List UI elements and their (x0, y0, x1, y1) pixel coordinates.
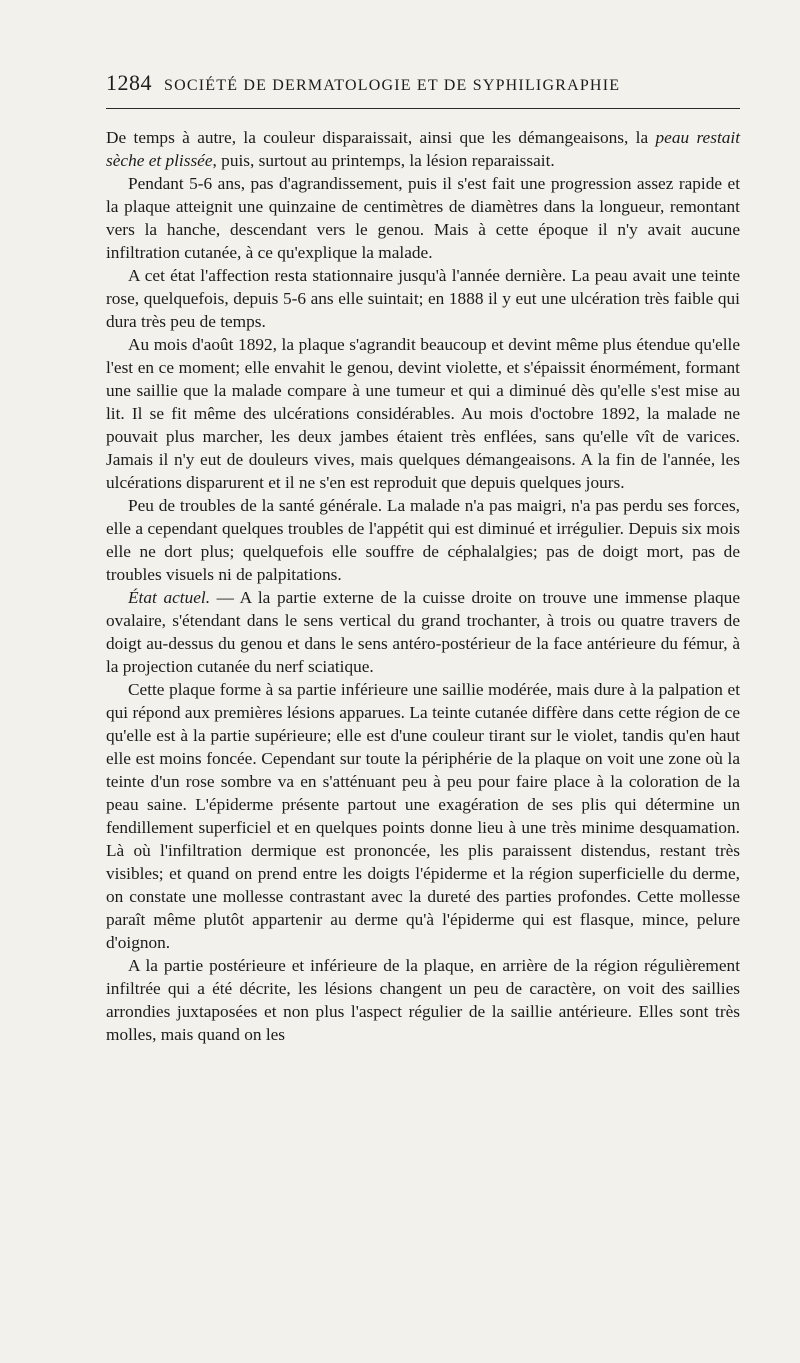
paragraph-1-text: De temps à autre, la couleur disparaissait, ainsi que les démangeaisons, la (106, 128, 656, 147)
header-rule (106, 108, 740, 109)
paragraph-2: Pendant 5-6 ans, pas d'agrandissement, puis il s'est fait une progression assez rapide et la plaque atteignit une quinzaine de centimètres de diamètres dans la longueur, remontant vers la hanche, descendant vers le genou. Mais à cette époque il n'y avait aucune infiltration cutanée, à ce qu'explique la malade. (106, 174, 740, 262)
paragraph-8: A la partie postérieure et inférieure de la plaque, en arrière de la région régulièrement infiltrée qui a été décrite, les lésions changent un peu de caractère, on voit des saillies arrondies juxtaposées et non plus l'aspect régulier de la saillie antérieure. Elles sont très molles, mais quand on les (106, 956, 740, 1044)
paragraph-6-text: — A la partie externe de la cuisse droite on trouve une immense plaque ovalaire, s'étendant dans le sens vertical du grand trochanter, à trois ou quatre travers de doigt au-dessus du genou et dans le sens antéro-postérieur de la face antérieure du fémur, à la projection cutanée du nerf sciatique. (106, 588, 740, 676)
paragraph-4: Au mois d'août 1892, la plaque s'agrandit beaucoup et devint même plus étendue qu'elle l'est en ce moment; elle envahit le genou, devint violette, et s'épaissit énormément, formant une saillie que la malade compare à une tumeur et qui a diminué dès qu'elle s'est mise au lit. Il se fit même des ulcérations considérables. Au mois d'octobre 1892, la malade ne pouvait plus marcher, les deux jambes étaient très enflées, sans qu'elle vît de varices. Jamais il n'y eut de douleurs vives, mais quelques démangeaisons. A la fin de l'année, les ulcérations disparurent et il ne s'en est reproduit que depuis quelques jours. (106, 335, 740, 492)
running-header (106, 70, 740, 96)
body-text (106, 126, 740, 1046)
paragraph-3: A cet état l'affection resta stationnaire jusqu'à l'année dernière. La peau avait une teinte rose, quelquefois, depuis 5-6 ans elle suintait; en 1888 il y eut une ulcération très faible qui dura très peu de temps. (106, 266, 740, 331)
paragraph-1-italic: peau restait sèche et plissée (106, 128, 740, 170)
paragraph-5: Peu de troubles de la santé générale. La malade n'a pas maigri, n'a pas perdu ses forces, elle a cependant quelques troubles de l'appétit qui est diminué et irrégulier. Depuis six mois elle ne dort plus; quelquefois elle souffre de céphalalgies; pas de doigt mort, pas de troubles visuels ni de palpitations. (106, 496, 740, 584)
paragraph-7: Cette plaque forme à sa partie inférieure une saillie modérée, mais dure à la palpation et qui répond aux premières lésions apparues. La teinte cutanée diffère dans cette région de ce qu'elle est à la partie supérieure; elle est d'une couleur tirant sur le violet, tandis qu'en haut elle est moins foncée. Cependant sur toute la périphérie de la plaque on voit une zone où la teinte d'un rose sombre va en s'atténuant peu à peu pour faire place à la coloration de la peau saine. L'épiderme présente partout une exagération de ses plis qui détermine un fendillement superficiel et en quelques points donne lieu à une très minime desquamation. Là où l'infiltration dermique est prononcée, les plis paraissent distendus, restant très visibles; et quand on prend entre les doigts l'épiderme et la région superficielle du derme, on constate une mollesse contrastant avec la dureté des parties profondes. Cette mollesse paraît même plutôt appartenir au derme qu'à l'épiderme qui est flasque, mince, pelure d'oignon. (106, 680, 740, 952)
paragraph-6 (106, 586, 740, 678)
section-heading-etat-actuel: État actuel. (128, 588, 211, 607)
paragraph-1-text-end: , puis, surtout au printemps, la lésion reparaissait. (212, 151, 555, 170)
paragraph-1 (106, 126, 740, 172)
running-title: SOCIÉTÉ DE DERMATOLOGIE ET DE SYPHILIGRAPHIE (164, 77, 621, 94)
page-number: 1284 (106, 70, 152, 95)
